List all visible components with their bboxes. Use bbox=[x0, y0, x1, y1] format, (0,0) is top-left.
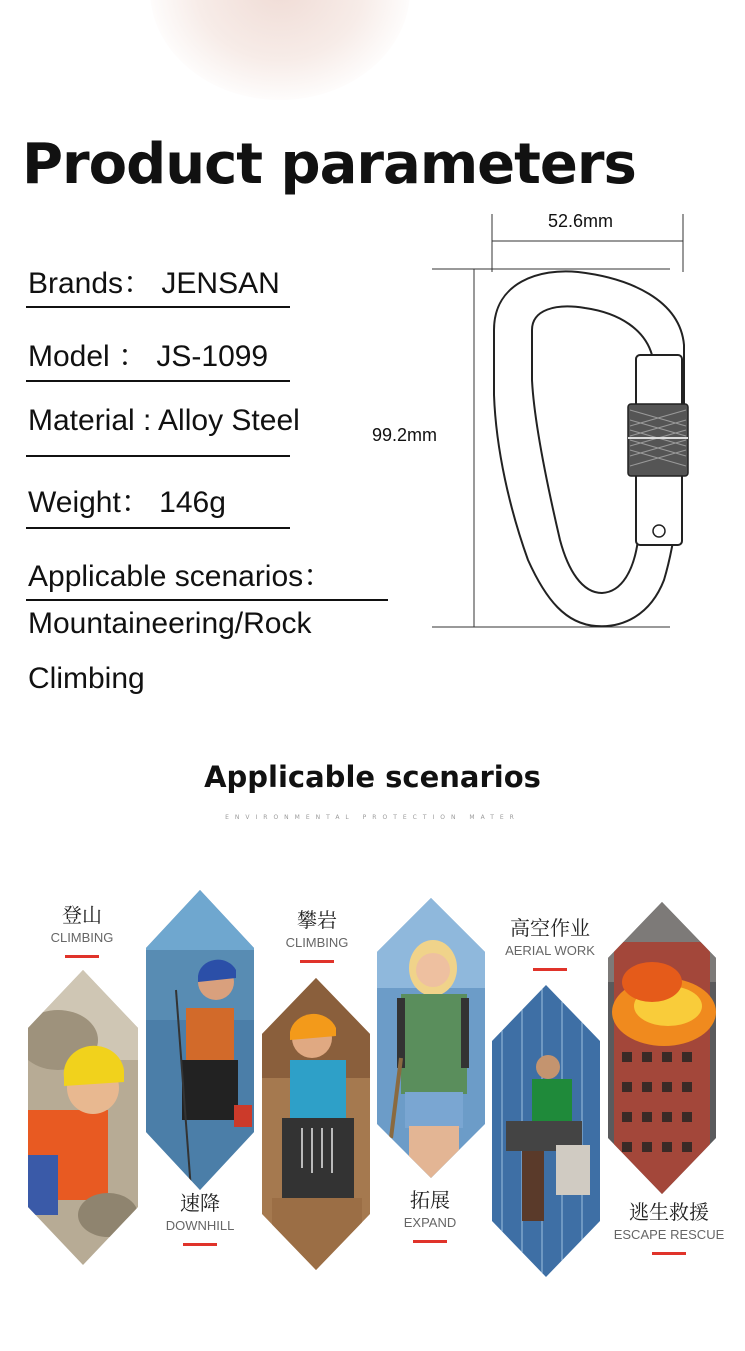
scenario-cn-label: 攀岩 bbox=[297, 908, 337, 932]
scenario-en-label: CLIMBING bbox=[50, 930, 114, 945]
scenario-caption bbox=[7, 903, 157, 958]
spec-scenarios-line2: Climbing bbox=[28, 662, 145, 695]
scenario-en-label: ESCAPE RESCUE bbox=[613, 1227, 725, 1242]
section-subtitle: ENVIRONMENTAL PROTECTION MATER bbox=[225, 814, 520, 821]
scenario-cn-label: 速降 bbox=[180, 1191, 220, 1215]
aerial-worker-photo bbox=[492, 985, 600, 1277]
rock-climber-photo bbox=[262, 978, 370, 1270]
height-dimension-label: 99.2mm bbox=[372, 425, 438, 445]
scenario-caption bbox=[594, 1200, 744, 1255]
accent-bar bbox=[65, 955, 99, 958]
scenario-cn-label: 拓展 bbox=[410, 1188, 450, 1212]
accent-bar bbox=[300, 960, 334, 963]
scenario-cn-label: 高空作业 bbox=[510, 916, 590, 940]
scenario-caption bbox=[355, 1188, 505, 1243]
scenario-en-label: DOWNHILL bbox=[165, 1218, 235, 1233]
downhill-climber-photo bbox=[146, 890, 254, 1190]
hiker-photo bbox=[377, 898, 485, 1178]
spec-scenarios-line1: Mountaineering/Rock bbox=[28, 607, 312, 640]
accent-bar bbox=[652, 1252, 686, 1255]
scenario-en-label: CLIMBING bbox=[285, 935, 349, 950]
width-dimension-label: 52.6mm bbox=[548, 211, 614, 231]
spec-material: Material : Alloy Steel bbox=[28, 404, 300, 437]
spec-model: Model ： JS-1099 bbox=[28, 340, 269, 373]
spec-weight: Weight： 146g bbox=[28, 486, 226, 519]
scenario-en-label: AERIAL WORK bbox=[505, 943, 595, 958]
accent-bar bbox=[533, 968, 567, 971]
accent-bar bbox=[413, 1240, 447, 1243]
scenario-caption bbox=[125, 1191, 275, 1246]
scenario-caption bbox=[242, 908, 392, 963]
scenario-cn-label: 逃生救援 bbox=[629, 1200, 709, 1224]
climber-helmet-photo bbox=[28, 970, 138, 1265]
page-title: Product parameters bbox=[22, 132, 636, 197]
accent-bar bbox=[183, 1243, 217, 1246]
spec-scenarios-label: Applicable scenarios： bbox=[28, 560, 334, 593]
scenario-en-label: EXPAND bbox=[403, 1215, 457, 1230]
scenario-cn-label: 登山 bbox=[62, 903, 102, 927]
scenario-caption bbox=[475, 916, 625, 971]
section-title: Applicable scenarios bbox=[204, 760, 541, 794]
spec-brand: Brands： JENSAN bbox=[28, 267, 280, 300]
